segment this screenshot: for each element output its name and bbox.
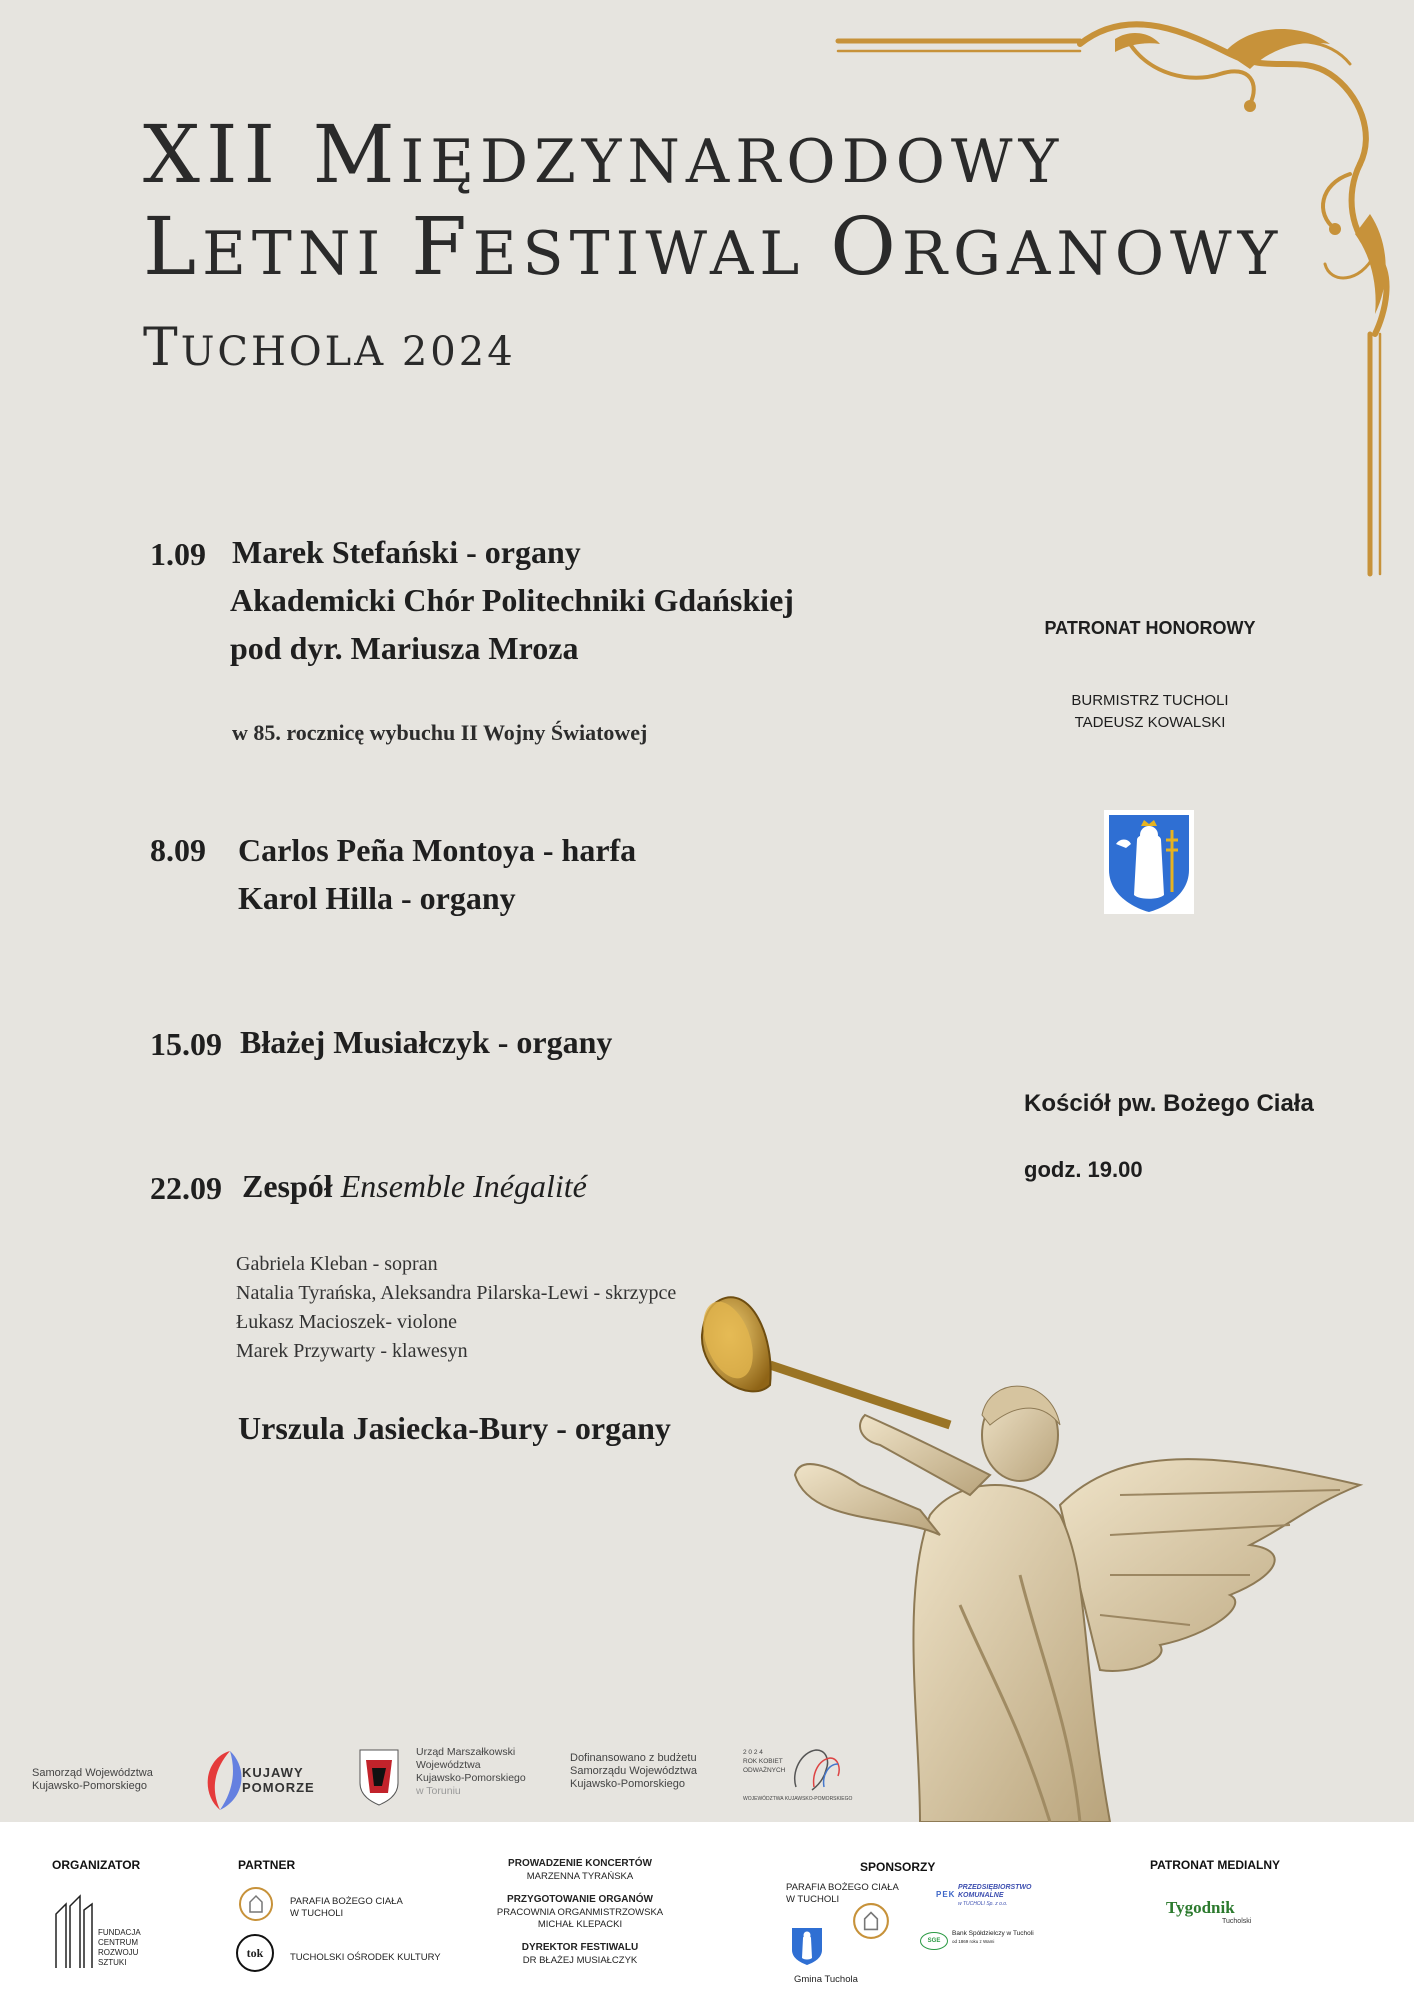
rok-kobiet-faces-icon (786, 1742, 846, 1794)
partner-parafia-text: PARAFIA BOŻEGO CIAŁA W TUCHOLI (290, 1896, 403, 1919)
tygodnik-sub: Tucholski (1222, 1918, 1252, 1925)
bank-logo-icon: SGE (920, 1932, 948, 1950)
event-line: pod dyr. Mariusza Mroza (230, 630, 579, 666)
gold-corner-ornament-icon (830, 14, 1390, 584)
event-note: w 85. rocznicę wybuchu II Wojny Światowej (232, 720, 648, 745)
patronat-heading: PATRONAT HONOROWY (1044, 618, 1256, 638)
event-line: Błażej Musiałczyk - organy (240, 1024, 613, 1060)
event-date: 1.09 (150, 536, 206, 572)
prowadzenie-heading: PROWADZENIE KONCERTÓW (508, 1858, 652, 1869)
sponsor-bank-text: Bank Spółdzielczy w Tucholi od 1869 roku z Wami (952, 1930, 1034, 1944)
przygotowanie-line: MICHAŁ KLEPACKI (537, 1919, 623, 1930)
festival-subtitle: TUCHOLA 2024 (143, 318, 516, 378)
tygodnik-logo: Tygodnik (1166, 1898, 1235, 1917)
przygotowanie-line: PRACOWNIA ORGANMISTRZOWSKA (496, 1907, 664, 1918)
event-date: 22.09 (150, 1170, 222, 1206)
fundacja-text: FUNDACJA CENTRUM ROZWOJU SZTUKI (98, 1928, 141, 1967)
sponsor-parafia-logo-icon (852, 1902, 890, 1940)
angel-statue-image (690, 1275, 1370, 1822)
rok-kobiet-text: 2 0 2 4 ROK KOBIET ODWAŻNYCH (743, 1749, 786, 1774)
patronat-medialny-heading: PATRONAT MEDIALNY (1150, 1858, 1280, 1872)
fundacja-logo-icon (52, 1892, 96, 1970)
ensemble-members: Gabriela Kleban - sopran Natalia Tyrańska, Aleksandra Pilarska-Lewi - skrzypce Łukasz Macioszek- violone Marek Przywarty - klawesyn (236, 1253, 677, 1362)
event-line: Zespół Ensemble Inégalité (242, 1168, 587, 1204)
event-line: Akademicki Chór Politechniki Gdańskiej (230, 582, 794, 618)
event-line: Urszula Jasiecka-Bury - organy (238, 1410, 671, 1446)
patronat-line: TADEUSZ KOWALSKI (1074, 714, 1226, 731)
organizator-heading: ORGANIZATOR (52, 1858, 141, 1872)
rok-kobiet-subtext: WOJEWÓDZTWA KUJAWSKO-POMORSKIEGO (743, 1796, 853, 1802)
sponsor-pek-text: PRZEDSIĘBIORSTWO KOMUNALNE w TUCHOLI Sp. z o.o. (958, 1884, 1032, 1907)
przygotowanie-heading: PRZYGOTOWANIE ORGANÓW (507, 1894, 653, 1905)
event-date: 15.09 (150, 1026, 222, 1062)
festival-title-line2: LETNI FESTIWAL ORGANOWY (143, 200, 1284, 293)
urzad-text: Urząd Marszałkowski Województwa Kujawsko-Pomorskiego w Toruniu (416, 1746, 526, 1797)
tok-logo-icon: tok (236, 1934, 274, 1972)
venue-church: Kościół pw. Bożego Ciała (1024, 1090, 1314, 1117)
parafia-logo-icon (238, 1886, 274, 1922)
tuchola-coat-of-arms-icon (1104, 810, 1194, 914)
patronat-line: BURMISTRZ TUCHOLI (1071, 692, 1229, 709)
footer (0, 1822, 1414, 2000)
event-date: 8.09 (150, 832, 206, 868)
event-line: Marek Stefański - organy (232, 534, 581, 570)
dofinansowano-text: Dofinansowano z budżetu Samorządu Województwa Kujawsko-Pomorskiego (570, 1752, 697, 1790)
samorzad-text: Samorząd Województwa Kujawsko-Pomorskiego (32, 1767, 153, 1792)
venue-time: godz. 19.00 (1024, 1157, 1143, 1182)
event-line: Carlos Peña Montoya - harfa (238, 832, 637, 868)
dyrektor-name: DR BŁAŻEJ MUSIAŁCZYK (522, 1955, 638, 1966)
sponsor-parafia-text: PARAFIA BOŻEGO CIAŁA W TUCHOLI (786, 1882, 899, 1905)
event-line: Karol Hilla - organy (238, 880, 516, 916)
prowadzenie-name: MARZENNA TYRAŃSKA (526, 1871, 634, 1882)
partner-heading: PARTNER (238, 1858, 296, 1872)
partner-tok-text: TUCHOLSKI OŚRODEK KULTURY (290, 1952, 441, 1963)
sponsor-gmina-text: Gmina Tuchola (794, 1974, 858, 1985)
pek-logo-icon: PEK (936, 1890, 956, 1899)
sponsor-gmina-coat-icon (790, 1926, 824, 1966)
festival-title-line1: XII MIĘDZYNARODOWY (143, 108, 1065, 201)
kujawy-pomorze-text: KUJAWY POMORZE (242, 1765, 315, 1795)
dyrektor-heading: DYREKTOR FESTIWALU (521, 1942, 639, 1953)
griffin-coat-of-arms-icon (358, 1748, 400, 1806)
sponsorzy-heading: SPONSORZY (860, 1860, 936, 1874)
